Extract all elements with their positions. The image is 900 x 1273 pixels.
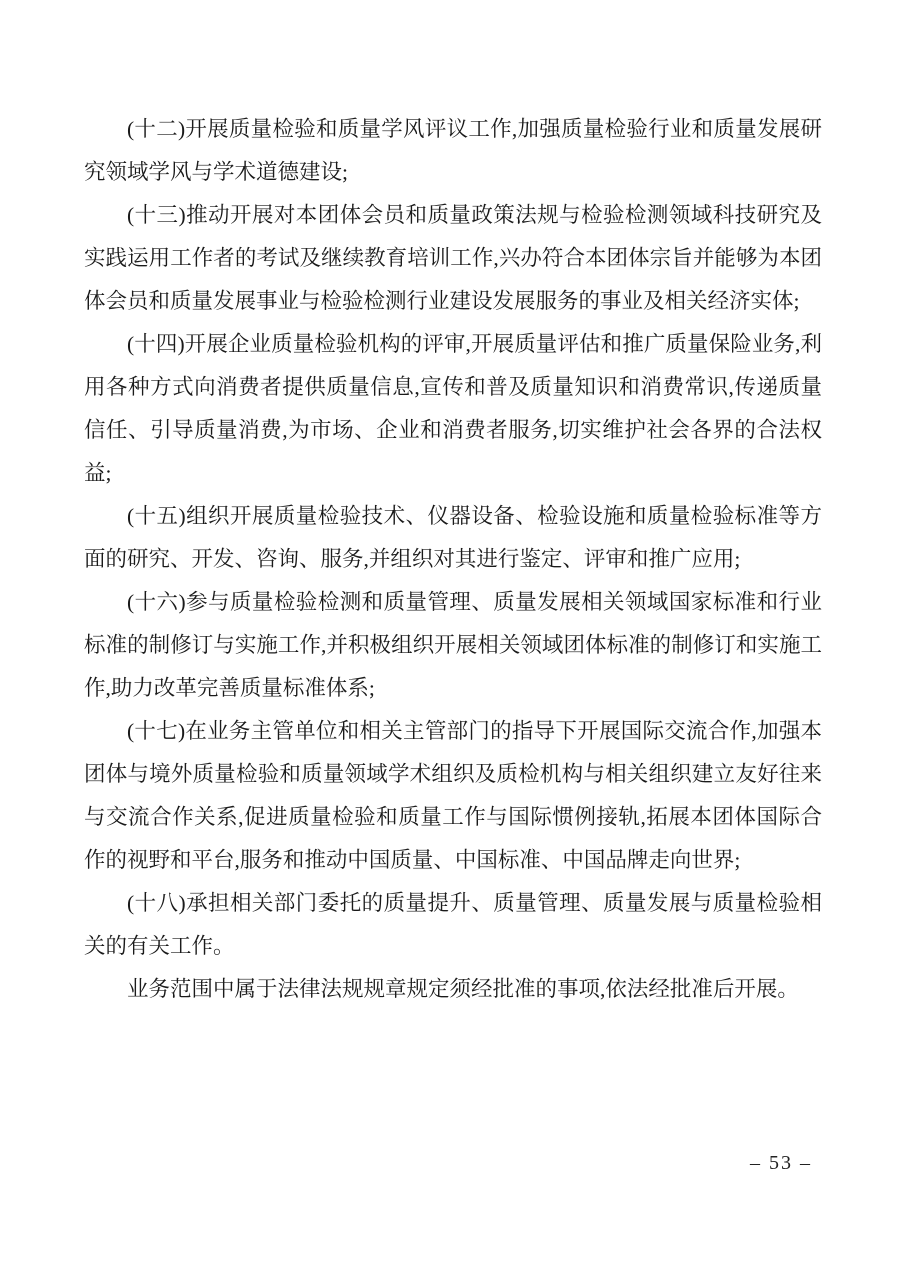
paragraph-item-14: (十四)开展企业质量检验机构的评审,开展质量评估和推广质量保险业务,利用各种方式向消费者提供质量信息,宣传和普及质量知识和消费常识,传递质量信任、引导质量消费,为市场、企业和消费者服务,切实维护社会各界的合法权益; — [84, 332, 822, 485]
paragraph-closing: 业务范围中属于法律法规规章规定须经批准的事项,依法经批准后开展。 — [127, 977, 799, 1001]
text-content — [84, 108, 822, 1011]
paragraph-item-13: (十三)推动开展对本团体会员和质量政策法规与检验检测领域科技研究及实践运用工作者的考试及继续教育培训工作,兴办符合本团体宗旨并能够为本团体会员和质量发展事业与检验检测行业建设发展服务的事业及相关经济实体; — [84, 203, 822, 313]
page-number: – 53 – — [750, 1152, 812, 1174]
paragraph-item-17: (十七)在业务主管单位和相关主管部门的指导下开展国际交流合作,加强本团体与境外质量检验和质量领域学术组织及质检机构与相关组织建立友好往来与交流合作关系,促进质量检验和质量工作与国际惯例接轨,拓展本团体国际合作的视野和平台,服务和推动中国质量、中国标准、中国品牌走向世界; — [84, 719, 822, 872]
paragraph-item-18: (十八)承担相关部门委托的质量提升、质量管理、质量发展与质量检验相关的有关工作。 — [84, 891, 822, 958]
paragraph-item-16: (十六)参与质量检验检测和质量管理、质量发展相关领域国家标准和行业标准的制修订与实施工作,并积极组织开展相关领域团体标准的制修订和实施工作,助力改革完善质量标准体系; — [84, 590, 822, 700]
paragraph-item-12: (十二)开展质量检验和质量学风评议工作,加强质量检验行业和质量发展研究领域学风与学术道德建设; — [84, 117, 822, 184]
paragraph-item-15: (十五)组织开展质量检验技术、仪器设备、检验设施和质量检验标准等方面的研究、开发、咨询、服务,并组织对其进行鉴定、评审和推广应用; — [84, 504, 822, 571]
